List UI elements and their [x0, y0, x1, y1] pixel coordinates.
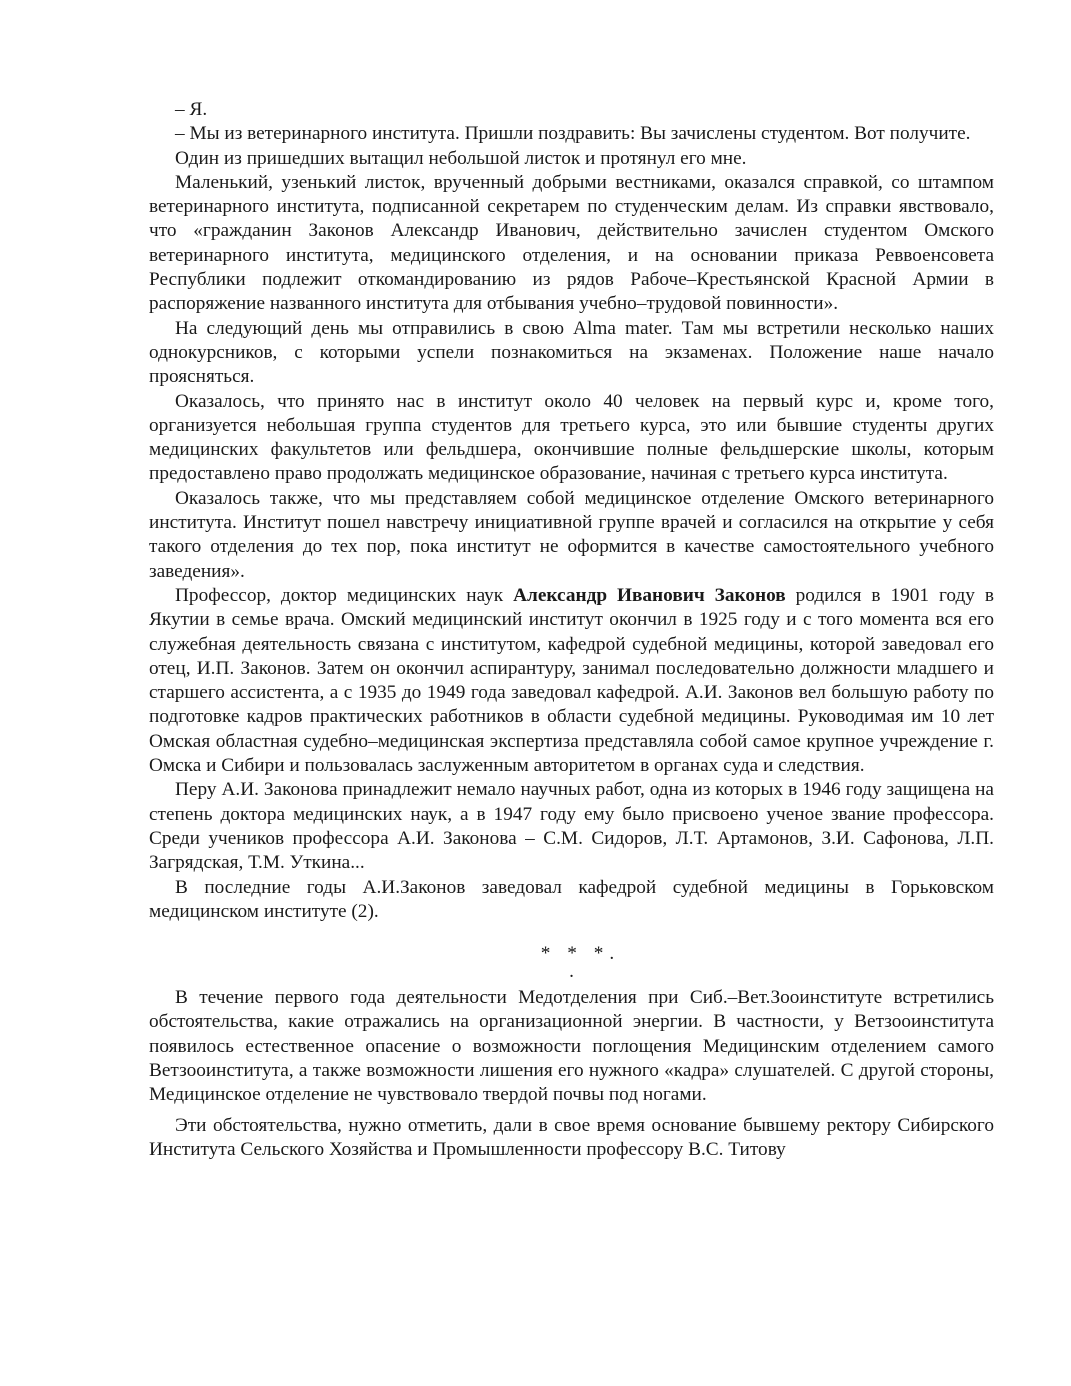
paragraph-biography: [149, 584, 994, 778]
paragraph-circumstances: Эти обстоятельства, нужно отметить, дали в свое время основание бывшему ректору Сибирского Института Сельского Хозяйства и Промышленности профессору В.С. Титову: [149, 1114, 994, 1160]
paragraph-certificate: Маленький, узенький листок, врученный добрыми вестниками, оказался справкой, со штампом ветеринарного института, подписанной секретарем по студенческим делам. Из справки явствовало, что «гражданин Законов Александр Иванович, действительно зачислен студентом Омского ветеринарного института, медицинского отделения, и на основании приказа Реввоенсовета Республики подлежит откомандированию из рядов Рабоче–Крестьянской Красной Армии в распоряжение названного института для отбывания учебно–трудовой повинности».: [149, 171, 994, 315]
paragraph-alma-mater: На следующий день мы отправились в свою Alma mater. Там мы встретили несколько наших однокурсников, с которыми успели познакомиться на экзаменах. Положение наше начало проясняться.: [149, 317, 994, 388]
section-separator-dot: .: [569, 961, 574, 983]
paragraph-last-years: В последние годы А.И.Законов заведовал кафедрой судебной медицины в Горьковском медицинском институте (2).: [149, 876, 994, 922]
paragraph-leaflet: Один из пришедших вытащил небольшой листок и протянул его мне.: [175, 147, 747, 169]
bio-text: родился в 1901 году в Якутии в семье врача. Омский медицинский институт окончил в 1925 году и с того момента вся его служебная деятельность связана с институтом, кафедрой судебной медицины, которой заведовал его отец, И.П. Законов. Затем он окончил аспирантуру, занимал последовательно должности младшего и старшего ассистента, а с 1935 до 1949 года заведовал кафедрой. А.И. Законов вел большую работу по подготовке кадров практических работников в области судебной медицины. Руководимая им 10 лет Омская областная судебно–медицинская экспертиза представляла собой самое крупное учреждение г. Омска и Сибири и пользовалась заслуженным авторитетом в органах суда и следствия.: [149, 584, 994, 777]
bio-intro: Профессор, доктор медицинских наук: [175, 584, 514, 606]
bio-name: Александр Иванович Законов: [513, 584, 786, 606]
paragraph-admission: Оказалось, что принято нас в институт около 40 человек на первый курс и, кроме того, организуется небольшая группа студентов для третьего курса, это или бывшие студенты других медицинских факультетов или фельдшера, окончившие полные фельдшерские школы, которым предоставлено право продолжать медицинское образование, начиная с третьего курса института.: [149, 390, 994, 485]
paragraph-medical-department: Оказалось также, что мы представляем собой медицинское отделение Омского ветеринарного института. Институт пошел навстречу инициативной группе врачей и согласился на открытие у себя такого отделения до тех пор, пока институт не оформится в качестве самостоятельного учебного заведения».: [149, 487, 994, 582]
dialogue-line-2: – Мы из ветеринарного института. Пришли поздравить: Вы зачислены студентом. Вот получите.: [175, 123, 971, 145]
paragraph-works: Перу А.И. Законова принадлежит немало научных работ, одна из которых в 1946 году защищена на степень доктора медицинских наук, а в 1947 году ему было присвоено ученое звание профессора. Среди учеников профессора А.И. Законова – С.М. Сидоров, Л.Т. Артамонов, З.И. Сафонова, Л.П. Загрядская, Т.М. Уткина...: [149, 779, 994, 874]
section-separator-stars: * * *.: [540, 943, 621, 965]
document-page: [149, 98, 994, 1162]
paragraph-first-year: В течение первого года деятельности Медотделения при Сиб.–Вет.Зооинституте встретились обстоятельства, какие отражались на организационной энергии. В частности, у Ветзооинститута появилось естественное опасение о возможности поглощения Медицинским отделением самого Ветзооинститута, а также возможности лишения его нужного «кадра» слушателей. С другой стороны, Медицинское отделение не чувствовало твердой почвы под ногами.: [149, 987, 994, 1106]
dialogue-line-1: – Я.: [175, 99, 208, 120]
